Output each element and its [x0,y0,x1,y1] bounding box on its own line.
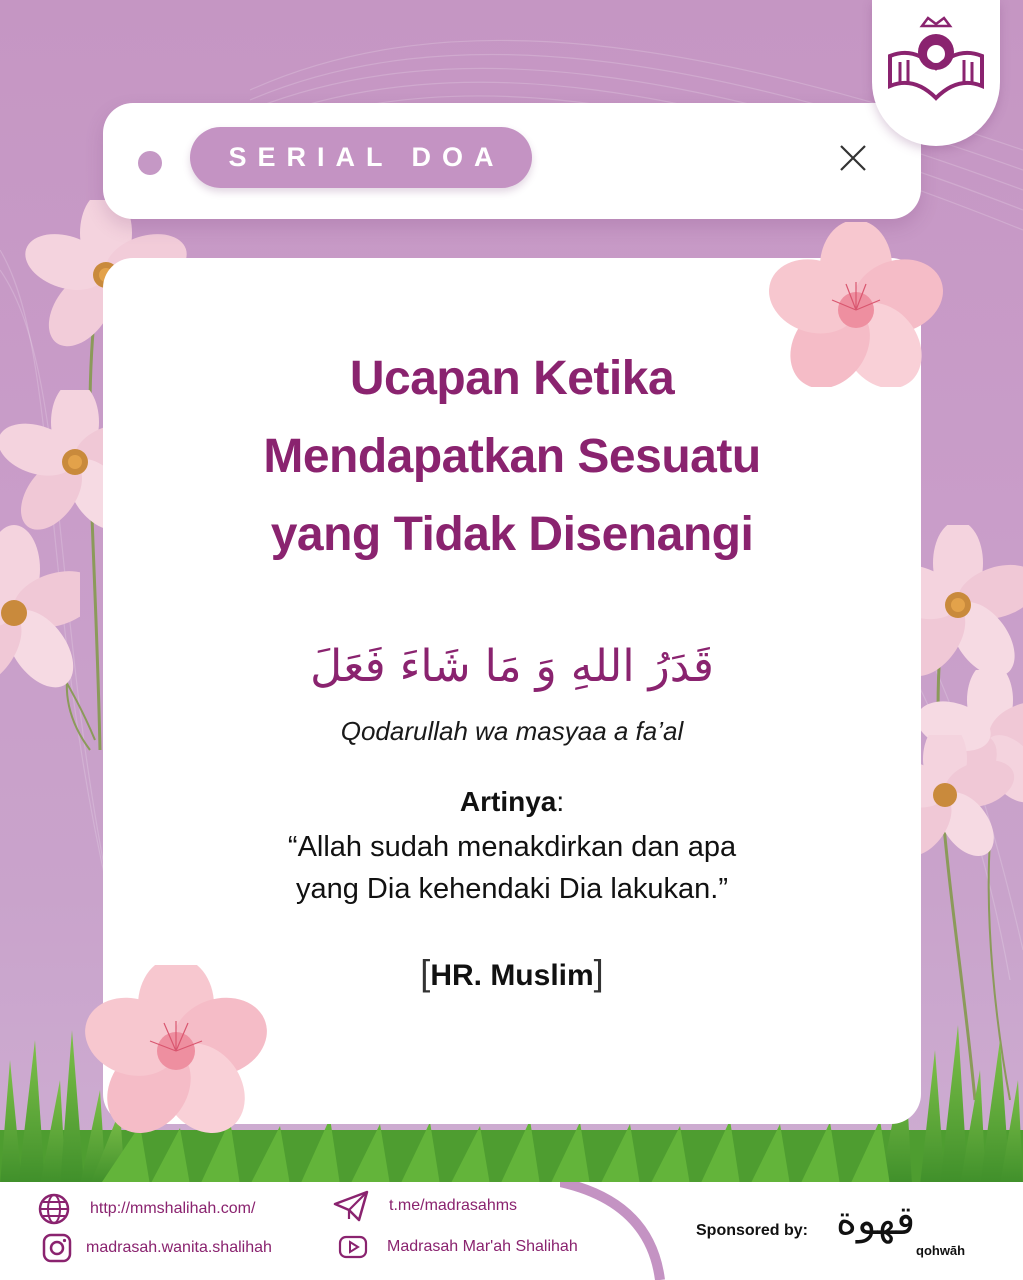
instagram-handle[interactable]: madrasah.wanita.shalihah [86,1239,272,1256]
meaning-colon: : [556,786,565,817]
footer-telegram[interactable] [333,1190,517,1222]
footer-curve [560,1182,680,1280]
globe-icon [37,1192,71,1226]
book-logo-icon [886,16,986,106]
telegram-link[interactable]: t.me/madrasahms [389,1197,518,1214]
meaning-text [103,826,921,910]
footer-instagram[interactable] [42,1233,272,1263]
left-low-flower [0,525,80,695]
source-bracket-open: [ [420,952,431,993]
sponsor-latin: qohwāh [916,1243,966,1258]
footer-youtube[interactable] [338,1235,578,1259]
title-line-2: Mendapatkan Sesuatu [263,430,761,483]
right-low-flower [905,735,1015,865]
latin-transliteration: Qodarullah wa masyaa a fa’al [340,716,684,746]
header-dot [138,151,162,175]
source-bracket-close: ] [593,952,604,993]
close-icon[interactable] [838,143,868,173]
source-text: HR. Muslim [430,959,594,992]
title-line-3: yang Tidak Disenangi [270,508,754,561]
page-title [103,340,921,574]
youtube-channel[interactable]: Madrasah Mar'ah Shalihah [387,1238,578,1255]
meaning-line-2: yang Dia kehendaki Dia lakukan.” [295,873,729,905]
sponsor-label: Sponsored by: [696,1222,809,1239]
website-link[interactable]: http://mmshalihah.com/ [90,1200,256,1217]
left-mid-flower [0,390,105,540]
serial-doa-label: SERIAL DOA [228,142,505,172]
telegram-icon [333,1190,369,1222]
sponsor-arabic: قهوة [836,1198,916,1244]
logo-badge [872,0,1000,146]
serial-doa-badge [190,127,532,188]
youtube-icon [338,1235,368,1259]
sponsor-logo [836,1196,915,1246]
hadith-source [103,952,921,994]
meaning-heading [103,786,921,818]
instagram-icon [42,1233,72,1263]
title-line-1: Ucapan Ketika [349,352,675,405]
meaning-label: Artinya [459,786,557,817]
arabic-dua: قَدَرُ اللهِ وَ مَا شَاءَ فَعَلَ [310,641,714,692]
meaning-line-1: “Allah sudah menakdirkan dan apa [287,831,737,863]
footer-website[interactable] [37,1192,255,1226]
